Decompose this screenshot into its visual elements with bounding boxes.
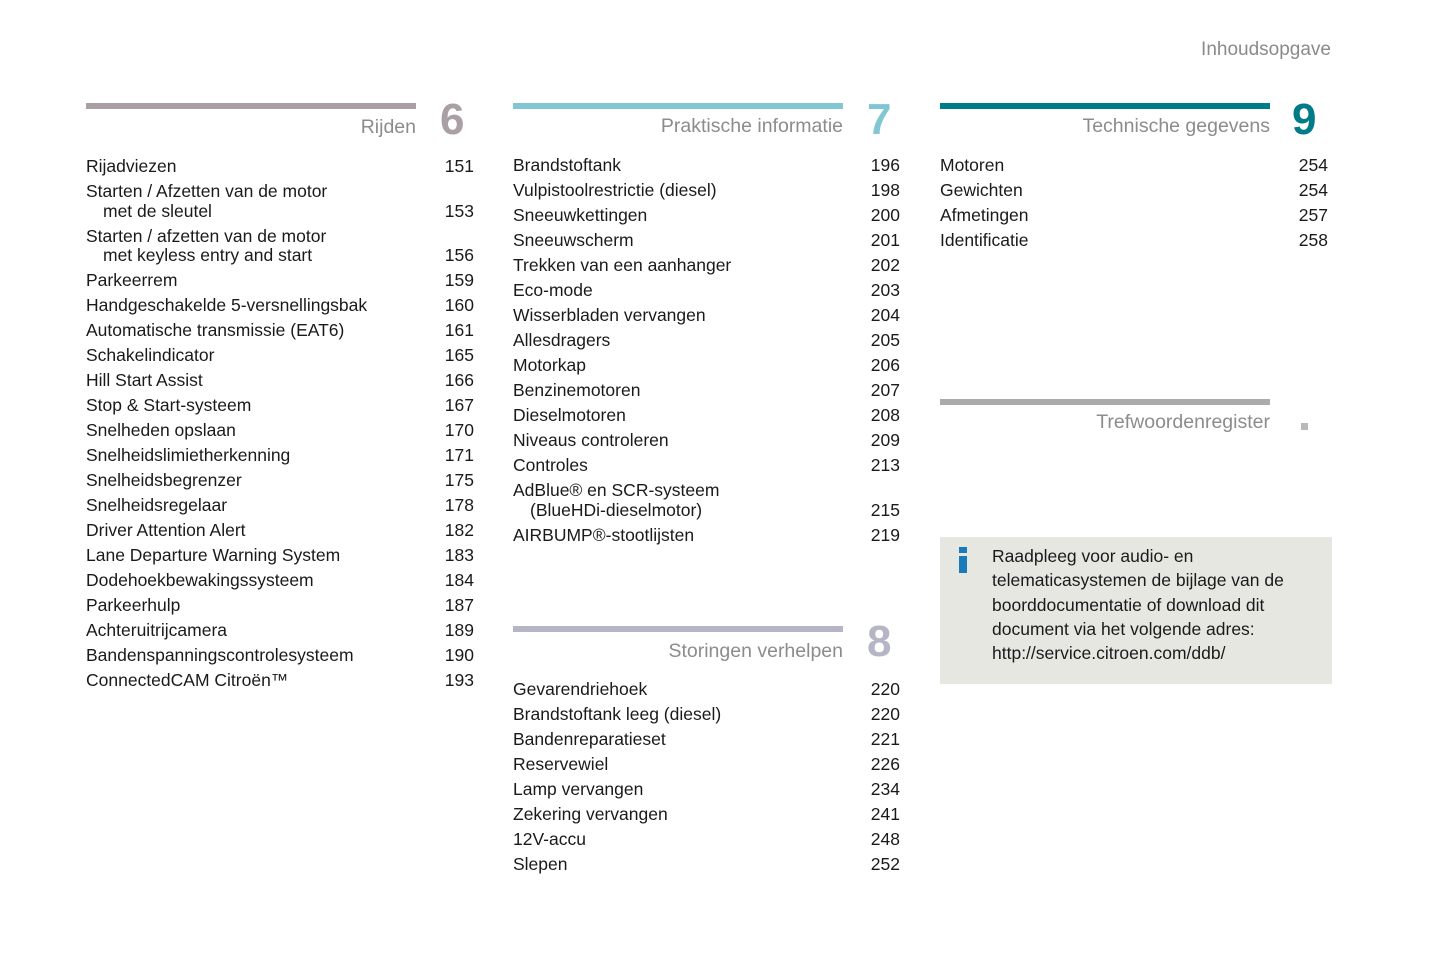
entry-label: Identificatie <box>940 230 1029 250</box>
entry-page-number: 204 <box>870 305 900 325</box>
toc-entry[interactable] <box>86 546 474 566</box>
entry-page-number: 221 <box>870 729 900 749</box>
toc-entry[interactable] <box>86 321 474 341</box>
entry-page-number: 184 <box>444 570 474 590</box>
entry-page-number: 254 <box>1298 180 1328 200</box>
entry-label: Controles <box>513 455 588 475</box>
entry-page-number: 205 <box>870 330 900 350</box>
entry-label: Automatische transmissie (EAT6) <box>86 320 345 340</box>
entry-page-number: 187 <box>444 595 474 615</box>
entry-page-number: 159 <box>444 270 474 290</box>
entry-page-number: 153 <box>444 200 474 221</box>
toc-entry[interactable] <box>86 596 474 616</box>
section-title[interactable]: Rijden <box>360 116 416 138</box>
toc-entry[interactable] <box>513 830 900 850</box>
entry-label: AdBlue® en SCR-systeem <box>513 480 720 500</box>
entry-label: Snelheidsregelaar <box>86 495 228 515</box>
entry-page-number: 209 <box>870 430 900 450</box>
toc-entry[interactable] <box>86 446 474 466</box>
entry-label: Driver Attention Alert <box>86 520 246 540</box>
entry-page-number: 151 <box>444 156 474 176</box>
entry-page-number: 198 <box>870 180 900 200</box>
info-link[interactable]: http://service.citroen.com/ddb/ <box>992 643 1226 664</box>
entry-label: Lamp vervangen <box>513 779 644 799</box>
section-title[interactable]: Trefwoordenregister <box>1096 411 1270 433</box>
entry-label: (BlueHDi-dieselmotor) <box>530 499 703 520</box>
entry-page-number: 196 <box>870 155 900 175</box>
info-line: boorddocumentatie of download dit <box>992 594 1265 615</box>
info-box <box>940 537 1332 684</box>
entry-list <box>513 680 900 880</box>
entry-label: ConnectedCAM Citroën™ <box>86 670 289 690</box>
section-number: 7 <box>867 95 892 144</box>
entry-page-number: 175 <box>444 470 474 490</box>
entry-label: Handgeschakelde 5-versnellingsbak <box>86 295 368 315</box>
entry-page-number: 248 <box>870 829 900 849</box>
section-title[interactable]: Technische gegevens <box>1082 115 1270 137</box>
entry-page-number: 171 <box>444 445 474 465</box>
entry-label: Niveaus controleren <box>513 430 669 450</box>
section-number: 9 <box>1292 95 1317 144</box>
toc-entry[interactable] <box>513 331 900 351</box>
page-header-title: Inhoudsopgave <box>1201 39 1331 60</box>
toc-entry[interactable] <box>940 181 1328 201</box>
toc-entry[interactable] <box>513 256 900 276</box>
info-line: Raadpleeg voor audio- en <box>992 546 1194 566</box>
entry-label: Eco-mode <box>513 280 593 300</box>
entry-label: Vulpistoolrestrictie (diesel) <box>513 180 717 200</box>
entry-label: AIRBUMP®-stootlijsten <box>513 524 695 545</box>
toc-entry[interactable] <box>86 396 474 416</box>
toc-entry[interactable] <box>513 306 900 326</box>
section-color-bar <box>86 103 416 109</box>
toc-entry[interactable] <box>86 371 474 391</box>
entry-page-number: 178 <box>444 495 474 515</box>
entry-page-number: 165 <box>444 345 474 365</box>
toc-entry[interactable] <box>86 646 474 666</box>
section-title[interactable]: Praktische informatie <box>660 115 843 137</box>
entry-page-number: 219 <box>870 524 900 545</box>
entry-page-number: 200 <box>870 205 900 225</box>
toc-entry[interactable] <box>513 805 900 825</box>
entry-page-number: 252 <box>870 854 900 874</box>
entry-page-number: 189 <box>444 620 474 640</box>
entry-page-number: 226 <box>870 754 900 774</box>
entry-page-number: 206 <box>870 355 900 375</box>
entry-page-number: 234 <box>870 779 900 799</box>
entry-label: Afmetingen <box>940 205 1029 225</box>
entry-label: Bandenspanningscontrolesysteem <box>86 645 354 665</box>
toc-entry[interactable] <box>513 481 900 520</box>
toc-entry[interactable] <box>86 571 474 591</box>
entry-label: Lane Departure Warning System <box>86 545 341 565</box>
entry-label: Wisserbladen vervangen <box>513 305 706 325</box>
toc-entry[interactable] <box>86 421 474 441</box>
entry-label: Snelheidslimietherkenning <box>86 445 291 465</box>
entry-list <box>513 156 900 551</box>
entry-label: Motorkap <box>513 355 586 375</box>
entry-label: Starten / Afzetten van de motor <box>86 181 328 201</box>
entry-label: Parkeerrem <box>86 270 178 290</box>
entry-page-number: 202 <box>870 255 900 275</box>
toc-entry[interactable] <box>513 755 900 775</box>
toc-entry[interactable] <box>513 680 900 700</box>
entry-label: Brandstoftank <box>513 155 621 175</box>
entry-label: Allesdragers <box>513 330 611 350</box>
toc-entry[interactable] <box>86 182 474 221</box>
toc-entry[interactable] <box>513 181 900 201</box>
entry-label: 12V-accu <box>513 829 586 849</box>
entry-label: met keyless entry and start <box>103 245 313 265</box>
toc-entry[interactable] <box>86 227 474 266</box>
entry-label: Sneeuwscherm <box>513 230 634 250</box>
entry-list <box>940 156 1328 256</box>
toc-entry[interactable] <box>513 456 900 476</box>
index-marker <box>1301 423 1308 430</box>
entry-page-number: 220 <box>870 679 900 699</box>
entry-label: Slepen <box>513 854 568 874</box>
entry-label: Dodehoekbewakingssysteem <box>86 570 314 590</box>
entry-label: Starten / afzetten van de motor <box>86 225 327 246</box>
toc-entry[interactable] <box>940 156 1328 176</box>
toc-entry[interactable] <box>513 231 900 251</box>
entry-page-number: 213 <box>870 455 900 475</box>
info-line: telematicasystemen de bijlage van de <box>992 570 1284 591</box>
toc-entry[interactable] <box>86 296 474 316</box>
entry-label: Gewichten <box>940 180 1023 200</box>
toc-entry[interactable] <box>513 526 900 546</box>
entry-label: Achteruitrijcamera <box>86 620 228 640</box>
section-number: 6 <box>440 95 465 144</box>
entry-label: Parkeerhulp <box>86 595 181 615</box>
entry-label: Motoren <box>940 155 1005 175</box>
toc-entry[interactable] <box>513 431 900 451</box>
entry-page-number: 215 <box>870 499 900 520</box>
entry-page-number: 203 <box>870 280 900 300</box>
entry-page-number: 166 <box>444 370 474 390</box>
section-color-bar <box>513 103 843 109</box>
section-number: 8 <box>867 617 892 666</box>
entry-label: Zekering vervangen <box>513 804 668 824</box>
entry-label: Hill Start Assist <box>86 370 203 390</box>
entry-page-number: 241 <box>870 804 900 824</box>
section-color-bar <box>513 626 843 632</box>
toc-entry[interactable] <box>513 855 900 875</box>
entry-page-number: 208 <box>870 405 900 425</box>
entry-label: Snelheden opslaan <box>86 420 236 440</box>
toc-entry[interactable] <box>513 381 900 401</box>
entry-page-number: 258 <box>1298 230 1328 250</box>
toc-entry[interactable] <box>513 281 900 301</box>
toc-entry[interactable] <box>513 406 900 426</box>
toc-entry[interactable] <box>513 356 900 376</box>
entry-page-number: 254 <box>1298 155 1328 175</box>
toc-entry[interactable] <box>513 206 900 226</box>
toc-entry[interactable] <box>940 231 1328 251</box>
section-color-bar <box>940 103 1270 109</box>
section-color-bar <box>940 399 1270 405</box>
toc-entry[interactable] <box>86 157 474 177</box>
toc-entry[interactable] <box>86 496 474 516</box>
entry-label: Snelheidsbegrenzer <box>86 470 242 490</box>
entry-page-number: 167 <box>444 395 474 415</box>
entry-page-number: 190 <box>444 645 474 665</box>
toc-entry[interactable] <box>86 621 474 641</box>
toc-entry[interactable] <box>86 346 474 366</box>
entry-page-number: 193 <box>444 670 474 690</box>
toc-entry[interactable] <box>86 671 474 691</box>
entry-label: Benzinemotoren <box>513 380 641 400</box>
entry-label: Brandstoftank leeg (diesel) <box>513 704 722 724</box>
entry-page-number: 161 <box>444 320 474 340</box>
entry-label: Bandenreparatieset <box>513 729 666 749</box>
entry-label: Gevarendriehoek <box>513 679 648 699</box>
entry-page-number: 183 <box>444 545 474 565</box>
toc-entry[interactable] <box>86 521 474 541</box>
toc-entry[interactable] <box>86 271 474 291</box>
entry-label: Sneeuwkettingen <box>513 205 648 225</box>
entry-label: met de sleutel <box>103 200 212 221</box>
entry-page-number: 201 <box>870 230 900 250</box>
toc-entry[interactable] <box>513 156 900 176</box>
toc-entry[interactable] <box>513 730 900 750</box>
entry-label: Schakelindicator <box>86 345 215 365</box>
entry-page-number: 220 <box>870 704 900 724</box>
entry-label: Stop & Start-systeem <box>86 395 252 415</box>
toc-entry[interactable] <box>513 705 900 725</box>
section-title[interactable]: Storingen verhelpen <box>668 640 843 662</box>
entry-label: Reservewiel <box>513 754 609 774</box>
toc-entry[interactable] <box>940 206 1328 226</box>
entry-label: Dieselmotoren <box>513 405 626 425</box>
entry-label: Trekken van een aanhanger <box>513 255 732 275</box>
info-line: document via het volgende adres: <box>992 618 1255 639</box>
toc-entry[interactable] <box>86 471 474 491</box>
entry-page-number: 207 <box>870 380 900 400</box>
entry-page-number: 170 <box>444 420 474 440</box>
entry-page-number: 257 <box>1298 205 1328 225</box>
entry-label: Rijadviezen <box>86 156 177 176</box>
info-text <box>992 544 1284 665</box>
entry-list <box>86 157 474 696</box>
toc-entry[interactable] <box>513 780 900 800</box>
entry-page-number: 160 <box>444 295 474 315</box>
entry-page-number: 156 <box>444 245 474 265</box>
entry-page-number: 182 <box>444 520 474 540</box>
